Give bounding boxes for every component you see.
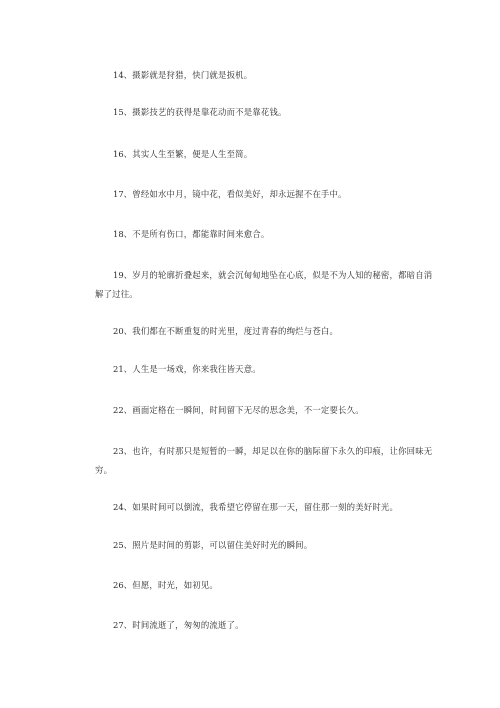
quote-text: 照片是时间的剪影，可以留住美好时光的瞬间。 xyxy=(132,540,313,551)
quote-number: 27 xyxy=(113,620,124,631)
quote-number: 24 xyxy=(113,502,124,513)
quote-number: 22 xyxy=(113,405,124,416)
quote-23: 23、也许，有时那只是短暂的一瞬，却足以在你的脑际留下永久的印痕，让你回味无穷。 xyxy=(95,446,433,476)
quote-20: 20、我们都在不断重复的时光里，度过青春的绚烂与苍白。 xyxy=(113,326,339,337)
quote-text: 时间流逝了，匆匆的流逝了。 xyxy=(132,620,244,631)
quote-number: 17 xyxy=(113,189,124,200)
quote-number: 20 xyxy=(113,326,124,337)
quote-number: 16 xyxy=(113,149,124,160)
quote-22: 22、画面定格在一瞬间，时间留下无尽的思念美，不一定要长久。 xyxy=(113,405,364,416)
quote-text: 画面定格在一瞬间，时间留下无尽的思念美，不一定要长久。 xyxy=(132,405,364,416)
quote-text: 摄影技艺的获得是靠花动而不是靠花钱。 xyxy=(132,107,287,118)
quote-number: 18 xyxy=(113,229,124,240)
quote-text: 人生是一场戏，你来我往皆天意。 xyxy=(132,364,261,375)
quote-number: 26 xyxy=(113,580,124,591)
quote-text: 但愿，时光，如初见。 xyxy=(132,580,218,591)
quote-19: 19、岁月的轮廓折叠起来，就会沉甸甸地坠在心底，似是不为人知的秘密，都暗自消解了过往。 xyxy=(95,270,433,300)
quote-14: 14、摄影就是狩猎，快门就是扳机。 xyxy=(113,70,253,81)
quote-number: 15 xyxy=(113,107,124,118)
quote-number: 21 xyxy=(113,364,124,375)
quote-21: 21、人生是一场戏，你来我往皆天意。 xyxy=(113,364,261,375)
quote-text: 如果时间可以倒流，我希望它停留在那一天，留住那一刻的美好时光。 xyxy=(132,502,399,513)
quote-17: 17、曾经如水中月，镜中花，看似美好，却永远握不在手中。 xyxy=(113,189,347,200)
quote-24: 24、如果时间可以倒流，我希望它停留在那一天，留住那一刻的美好时光。 xyxy=(113,502,399,513)
quote-text: 曾经如水中月，镜中花，看似美好，却永远握不在手中。 xyxy=(132,189,347,200)
quote-16: 16、其实人生至繁，便是人生至简。 xyxy=(113,149,253,160)
quote-text: 摄影就是狩猎，快门就是扳机。 xyxy=(132,70,253,81)
quote-25: 25、照片是时间的剪影，可以留住美好时光的瞬间。 xyxy=(113,540,313,551)
quote-text: 岁月的轮廓折叠起来，就会沉甸甸地坠在心底，似是不为人知的秘密，都暗自消解了过往。 xyxy=(95,270,433,300)
quote-number: 14 xyxy=(113,70,124,81)
quote-text: 其实人生至繁，便是人生至简。 xyxy=(132,149,253,160)
quote-18: 18、不是所有伤口，都能靠时间来愈合。 xyxy=(113,229,270,240)
quote-26: 26、但愿，时光，如初见。 xyxy=(113,580,218,591)
quote-number: 23 xyxy=(113,446,124,457)
quote-text: 也许，有时那只是短暂的一瞬，却足以在你的脑际留下永久的印痕，让你回味无穷。 xyxy=(95,446,433,476)
quote-text: 不是所有伤口，都能靠时间来愈合。 xyxy=(132,229,270,240)
quote-number: 19 xyxy=(113,270,124,281)
quote-27: 27、时间流逝了，匆匆的流逝了。 xyxy=(113,620,244,631)
quote-text: 我们都在不断重复的时光里，度过青春的绚烂与苍白。 xyxy=(132,326,339,337)
quote-number: 25 xyxy=(113,540,124,551)
quote-15: 15、摄影技艺的获得是靠花动而不是靠花钱。 xyxy=(113,107,287,118)
